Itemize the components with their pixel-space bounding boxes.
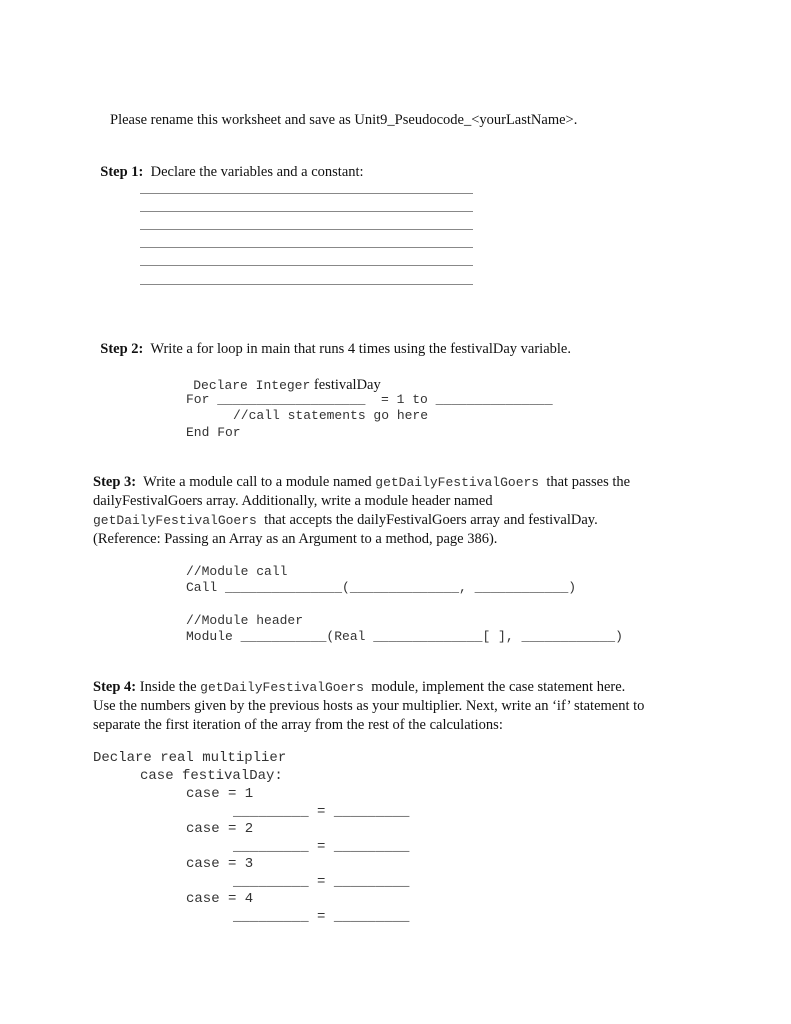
step2-comment-line: //call statements go here	[233, 408, 429, 423]
step3-call-line: Call _______________(______________, ____________)	[186, 580, 577, 595]
step3-line1-a: Write a module call to a module named	[143, 474, 372, 490]
step3-code-name-2: getDailyFestivalGoers	[93, 513, 257, 528]
answer-line-5[interactable]	[140, 265, 473, 266]
step1-label: Step 1:	[100, 164, 144, 180]
case-label-2: case = 2	[186, 821, 254, 837]
answer-line-2[interactable]	[140, 211, 473, 212]
step3-line3-b: that accepts the dailyFestivalGoers array and festivalDay.	[264, 512, 598, 528]
step3-call-comment: //Module call	[186, 564, 288, 579]
step4-case-head: case festivalDay:	[140, 768, 283, 784]
step4-line-1	[93, 678, 703, 697]
step4-declare-line: Declare real multiplier	[93, 750, 287, 766]
step1-text: Declare the variables and a constant:	[150, 164, 364, 180]
step3-label: Step 3:	[93, 474, 137, 490]
step3-line1-b: that passes the	[546, 474, 631, 490]
step2-declare-keyword: Declare Integer	[193, 378, 311, 393]
step4-line-3: separate the first iteration of the array from the rest of the calculations:	[93, 717, 503, 733]
case-label-1: case = 1	[186, 786, 254, 802]
step4-line1-b: module, implement the case statement here.	[371, 679, 626, 695]
step3-paragraph	[93, 473, 703, 549]
step3-line-3	[93, 511, 703, 530]
step3-header-line: Module ___________(Real ______________[ ], ____________)	[186, 629, 623, 644]
case-label-3: case = 3	[186, 856, 254, 872]
step2-declare-var: festivalDay	[313, 377, 381, 393]
step1-heading	[93, 145, 364, 181]
step3-header-comment: //Module header	[186, 613, 304, 628]
answer-line-1[interactable]	[140, 193, 473, 194]
case-assign-1: _________ = _________	[233, 804, 410, 820]
step3-line-4: (Reference: Passing an Array as an Argument to a method, page 386).	[93, 531, 498, 547]
case-assign-4: _________ = _________	[233, 909, 410, 925]
case-assign-3: _________ = _________	[233, 874, 410, 890]
step2-text: Write a for loop in main that runs 4 times using the festivalDay variable.	[150, 341, 571, 357]
step4-line-2: Use the numbers given by the previous hosts as your multiplier. Next, write an ‘if’ statement to	[93, 698, 645, 714]
step2-label: Step 2:	[100, 341, 144, 357]
answer-line-3[interactable]	[140, 229, 473, 230]
step4-code-name: getDailyFestivalGoers	[200, 680, 364, 695]
step4-line1-a: Inside the	[139, 679, 197, 695]
case-label-4: case = 4	[186, 891, 254, 907]
answer-line-6[interactable]	[140, 284, 473, 285]
step3-line-1	[93, 473, 703, 492]
intro-text: Please rename this worksheet and save as Unit9_Pseudocode_<yourLastName>.	[110, 112, 578, 128]
answer-line-4[interactable]	[140, 247, 473, 248]
step4-label: Step 4:	[93, 679, 137, 695]
step2-heading	[93, 322, 571, 358]
step4-paragraph	[93, 678, 703, 735]
step2-for-line: For ___________________ = 1 to _______________	[186, 392, 553, 407]
case-assign-2: _________ = _________	[233, 839, 410, 855]
step2-declare	[186, 358, 381, 395]
step3-line-2: dailyFestivalGoers array. Additionally, write a module header named	[93, 493, 493, 509]
step2-end-line: End For	[186, 425, 241, 440]
step3-code-name-1: getDailyFestivalGoers	[375, 475, 540, 490]
